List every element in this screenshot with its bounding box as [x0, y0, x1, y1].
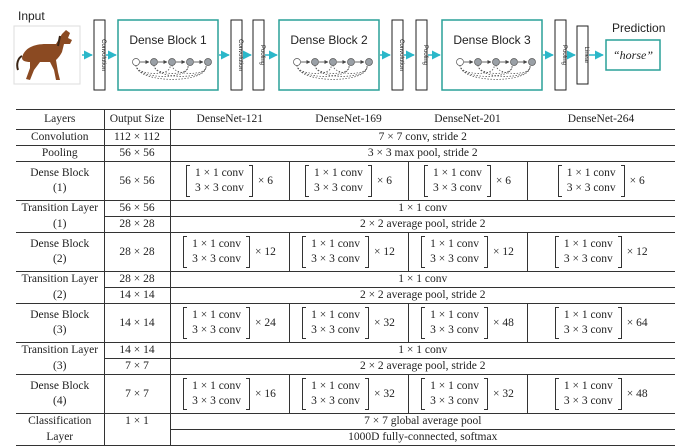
dense-block-config: 1 × 1 conv 3 × 3 conv × 24 — [183, 307, 276, 339]
layer-desc: 1 × 1 conv — [170, 201, 675, 217]
table-row — [16, 414, 675, 430]
layer-desc: 7 × 7 global average pool — [170, 414, 675, 430]
linear-label: Linear — [583, 46, 589, 64]
prediction-value: “horse” — [612, 48, 654, 62]
dense-layer-node — [187, 59, 194, 66]
dense-block-config: 1 × 1 conv 3 × 3 conv × 12 — [183, 236, 276, 268]
layer-name: Dense Block (2) — [16, 233, 104, 272]
dense-layer-node — [366, 59, 373, 66]
layer-name: (3) — [16, 359, 104, 375]
output-size: 56 × 56 — [104, 162, 170, 201]
dense-layer-node — [511, 59, 518, 66]
dense-block-3-label: Dense Block 3 — [453, 33, 531, 47]
layer-name: Transition Layer — [16, 343, 104, 359]
convolution-label: Convolution — [100, 39, 106, 71]
layer-name: Classification — [16, 414, 104, 430]
layer-desc: 1 × 1 conv — [170, 343, 675, 359]
output-size: 28 × 28 — [104, 272, 170, 288]
dense-block-2-label: Dense Block 2 — [290, 33, 368, 47]
layer-desc: 2 × 2 average pool, stride 2 — [170, 359, 675, 375]
table-row — [16, 343, 675, 359]
layer-name: (1) — [16, 217, 104, 233]
table-row — [16, 288, 675, 304]
dense-layer-node — [348, 59, 355, 66]
output-size: 14 × 14 — [104, 343, 170, 359]
header-densenet-201: DenseNet-201 — [408, 110, 527, 130]
dense-block-config: 1 × 1 conv 3 × 3 conv × 12 — [555, 236, 648, 268]
dense-layer-node — [493, 59, 500, 66]
table-row — [16, 162, 675, 201]
header-densenet-121: DenseNet-121 — [170, 110, 289, 130]
dense-block-config: 1 × 1 conv 3 × 3 conv × 32 — [421, 378, 514, 410]
layer-name: Pooling — [16, 146, 104, 162]
output-size: 56 × 56 — [104, 201, 170, 217]
dense-layer-node — [529, 59, 536, 66]
convolution-label: Convolution — [398, 39, 404, 71]
output-size: 112 × 112 — [104, 130, 170, 146]
layer-desc: 1000D fully-connected, softmax — [170, 430, 675, 446]
table-row — [16, 375, 675, 414]
table-row — [16, 359, 675, 375]
table-row — [16, 130, 675, 146]
output-size: 28 × 28 — [104, 233, 170, 272]
dense-layer-node — [294, 59, 301, 66]
dense-layer-node — [475, 59, 482, 66]
layer-name: Layer — [16, 430, 104, 446]
dense-block-3 — [442, 20, 542, 90]
dense-block-config: 1 × 1 conv 3 × 3 conv × 48 — [555, 378, 648, 410]
table-row — [16, 233, 675, 272]
dense-block-config: 1 × 1 conv 3 × 3 conv × 32 — [302, 307, 395, 339]
table-row — [16, 304, 675, 343]
dense-block-config: 1 × 1 conv 3 × 3 conv × 48 — [421, 307, 514, 339]
dense-block-1 — [118, 20, 218, 90]
dense-block-config: 1 × 1 conv 3 × 3 conv × 6 — [186, 165, 273, 197]
prediction-label: Prediction — [612, 21, 666, 35]
pooling-label: Pooling — [259, 44, 265, 66]
layer-desc: 2 × 2 average pool, stride 2 — [170, 217, 675, 233]
horse-image — [14, 26, 80, 84]
layer-name: Dense Block (1) — [16, 162, 104, 201]
dense-block-config: 1 × 1 conv 3 × 3 conv × 6 — [305, 165, 392, 197]
dense-block-config: 1 × 1 conv 3 × 3 conv × 6 — [558, 165, 645, 197]
dense-layer-node — [151, 59, 158, 66]
layer-desc: 2 × 2 average pool, stride 2 — [170, 288, 675, 304]
header-output-size: Output Size — [104, 110, 170, 130]
layer-name: Dense Block (4) — [16, 375, 104, 414]
table-row — [16, 217, 675, 233]
dense-block-config: 1 × 1 conv 3 × 3 conv × 64 — [555, 307, 648, 339]
dense-layer-node — [312, 59, 319, 66]
dense-block-config: 1 × 1 conv 3 × 3 conv × 32 — [302, 378, 395, 410]
table-row — [16, 146, 675, 162]
output-size: 1 × 1 — [104, 414, 170, 430]
table-row — [16, 201, 675, 217]
input-label: Input — [18, 9, 45, 23]
dense-block-config: 1 × 1 conv 3 × 3 conv × 12 — [302, 236, 395, 268]
output-size: 7 × 7 — [104, 359, 170, 375]
dense-block-1-label: Dense Block 1 — [129, 33, 207, 47]
output-size: 14 × 14 — [104, 304, 170, 343]
output-size: 28 × 28 — [104, 217, 170, 233]
densenet-architecture-diagram — [0, 0, 691, 92]
dense-block-config: 1 × 1 conv 3 × 3 conv × 16 — [183, 378, 276, 410]
dense-block-config: 1 × 1 conv 3 × 3 conv × 12 — [421, 236, 514, 268]
dense-layer-node — [205, 59, 212, 66]
layer-name: Transition Layer — [16, 201, 104, 217]
layer-name: Transition Layer — [16, 272, 104, 288]
layer-name: (2) — [16, 288, 104, 304]
dense-layer-node — [133, 59, 140, 66]
layer-desc: 3 × 3 max pool, stride 2 — [170, 146, 675, 162]
output-size: 56 × 56 — [104, 146, 170, 162]
table-header-row — [16, 110, 675, 130]
header-densenet-264: DenseNet-264 — [527, 110, 675, 130]
layer-name: Convolution — [16, 130, 104, 146]
dense-layer-node — [330, 59, 337, 66]
output-size: 14 × 14 — [104, 288, 170, 304]
pooling-label: Pooling — [422, 44, 428, 66]
dense-layer-node — [169, 59, 176, 66]
densenet-config-table — [16, 109, 675, 446]
pooling-label: Pooling — [561, 44, 567, 66]
convolution-label: Convolution — [237, 39, 243, 71]
layer-desc: 1 × 1 conv — [170, 272, 675, 288]
dense-layer-node — [457, 59, 464, 66]
dense-block-config: 1 × 1 conv 3 × 3 conv × 6 — [424, 165, 511, 197]
output-size: 7 × 7 — [104, 375, 170, 414]
dense-block-2 — [279, 20, 379, 90]
layer-name: Dense Block (3) — [16, 304, 104, 343]
layer-desc: 7 × 7 conv, stride 2 — [170, 130, 675, 146]
header-layers: Layers — [16, 110, 104, 130]
header-densenet-169: DenseNet-169 — [289, 110, 408, 130]
table-row — [16, 272, 675, 288]
